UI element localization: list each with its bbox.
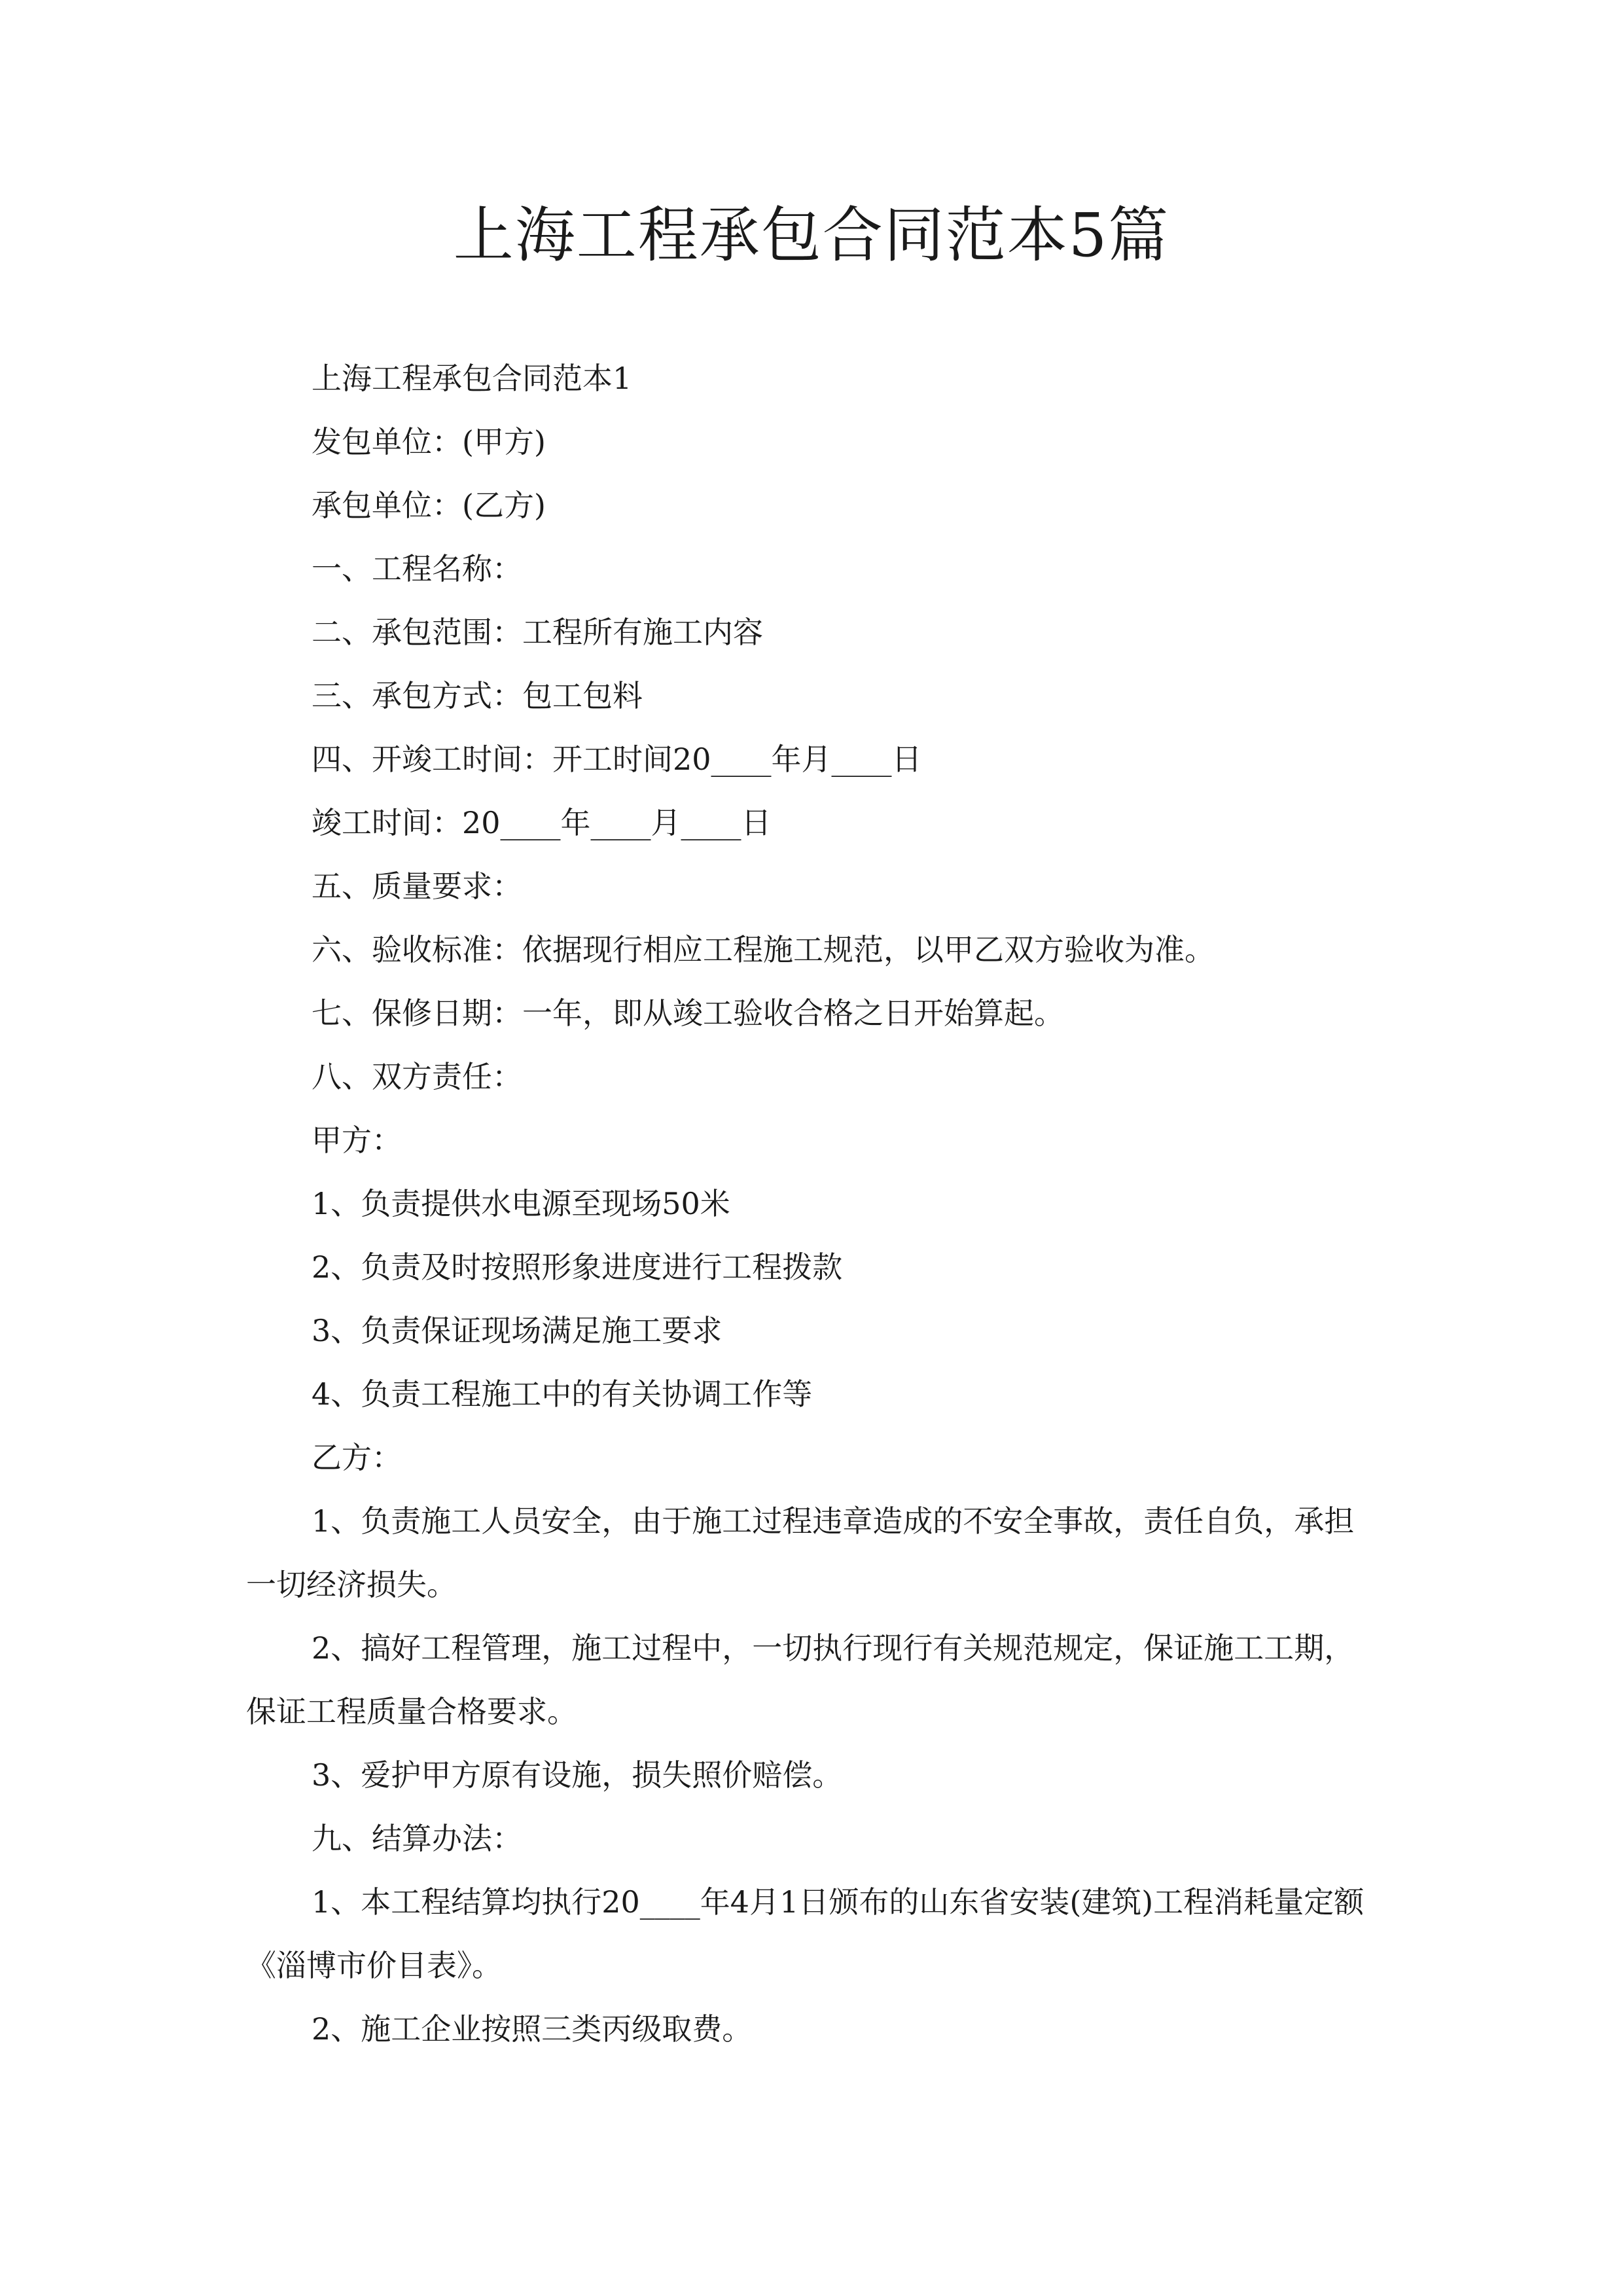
paragraph: 九、结算办法： bbox=[312, 1821, 522, 1856]
paragraph: 竣工时间：20____年____月____日 bbox=[312, 805, 772, 840]
paragraph: 三、承包方式：包工包料 bbox=[312, 678, 643, 713]
paragraph: 六、验收标准：依据现行相应工程施工规范，以甲乙双方验收为准。 bbox=[312, 932, 1215, 967]
paragraph: 4、负责工程施工中的有关协调工作等 bbox=[312, 1376, 813, 1412]
paragraph: 1、本工程结算均执行20____年4月1日颁布的山东省安装(建筑)工程消耗量定额《淄博市价目表》。 bbox=[246, 1884, 1364, 1983]
paragraph: 3、爱护甲方原有设施，损失照价赔偿。 bbox=[312, 1757, 843, 1793]
paragraph: 七、保修日期：一年，即从竣工验收合格之日开始算起。 bbox=[312, 996, 1064, 1031]
paragraph: 一、工程名称： bbox=[312, 551, 522, 586]
paragraph: 3、负责保证现场满足施工要求 bbox=[312, 1313, 722, 1348]
paragraph: 甲方： bbox=[312, 1122, 402, 1158]
paragraph: 承包单位：(乙方) bbox=[312, 488, 546, 523]
paragraph: 2、搞好工程管理，施工过程中，一切执行现行有关规范规定，保证施工工期，保证工程质量合格要求。 bbox=[246, 1630, 1355, 1729]
document-body bbox=[246, 347, 1378, 2061]
document-title: 上海工程承包合同范本5篇 bbox=[453, 200, 1170, 270]
paragraph: 上海工程承包合同范本1 bbox=[312, 361, 632, 396]
paragraph: 八、双方责任： bbox=[312, 1059, 522, 1094]
paragraph: 1、负责提供水电源至现场50米 bbox=[312, 1186, 730, 1221]
paragraph: 二、承包范围：工程所有施工内容 bbox=[312, 615, 763, 650]
paragraph: 乙方： bbox=[312, 1440, 402, 1475]
paragraph: 四、开竣工时间：开工时间20____年月____日 bbox=[312, 742, 922, 777]
paragraph: 1、负责施工人员安全，由于施工过程违章造成的不安全事故，责任自负，承担一切经济损失。 bbox=[246, 1503, 1355, 1602]
paragraph: 2、负责及时按照形象进度进行工程拨款 bbox=[312, 1249, 843, 1285]
paragraph: 2、施工企业按照三类丙级取费。 bbox=[312, 2011, 753, 2047]
paragraph: 发包单位：(甲方) bbox=[312, 424, 546, 459]
paragraph: 五、质量要求： bbox=[312, 869, 522, 904]
